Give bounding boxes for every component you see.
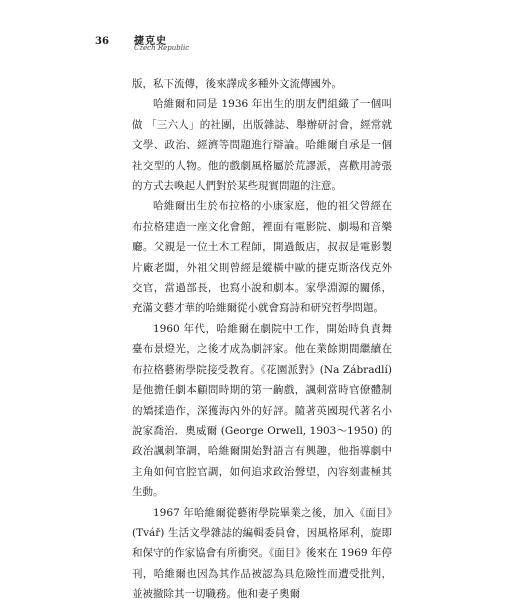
paragraph: 1967 年哈維爾從藝術學院畢業之後，加入《面目》(Tvář) 生活文學雜誌的編輯委員會，因風格犀利，旋即和保守的作家協會有所衝突。《面目》後來在 1969 年停刊，哈維爾也因為其作品被認為具危險性而遭受批判，並被撤除其一切職務。他和妻子奧爾 <box>132 506 392 601</box>
page-header <box>0 0 520 50</box>
paragraph: 哈維爾出生於布拉格的小康家庭，他的祖父曾經在布拉格建造一座文化會館，裡面有電影院、劇場和音樂廳。父親是一位土木工程師，開過飯店，叔叔是電影製片廠老闆，外祖父則曾經是縱橫中歐的捷克斯洛伐克外交官，當過部長，也寫小說和劇本。家學淵源的關係，充滿文藝才華的哈維爾從小就會寫詩和研究哲學問題。 <box>132 200 392 315</box>
paragraph: 1960 年代，哈維爾在劇院中工作，開始時負責舞臺布景燈光，之後才成為劇評家。他在業餘期間繼續在布拉格藝術學院接受教育。《花園派對》(Na Zábradlí) 是他擔任劇本顧問時期的第一齣戲，諷刺當時官僚體制的矯揉造作，深獲海內外的好評。隨著英國現代著名小說家喬治．奧威爾 (George Orwell, 1903～1950) 的政治諷刺筆調，哈維爾開始對語言有興趣，他指導劇中主角如何官腔官調，如何追求政治聲望，內容刻畫極其生動。 <box>132 322 392 499</box>
page-number: 36 <box>95 36 109 47</box>
book-title: 捷克史 <box>134 36 167 47</box>
body-text <box>132 74 392 605</box>
book-subtitle: Czech Republic <box>134 44 190 52</box>
paragraph: 哈維爾和同是 1936 年出生的朋友們組織了一個叫做 「三六人」的社團，出版雜誌、舉辦研討會，經常就文學、政治、經濟等問題進行辯論。哈維爾自承是一個社交型的人物。他的戲劇風格屬於荒謬派，喜歡用誇張的方式去喚起人們對於某些現實問題的注意。 <box>132 98 392 193</box>
paragraph-continued: 版，私下流傳，後來譯成多種外文流傳國外。 <box>132 78 342 90</box>
